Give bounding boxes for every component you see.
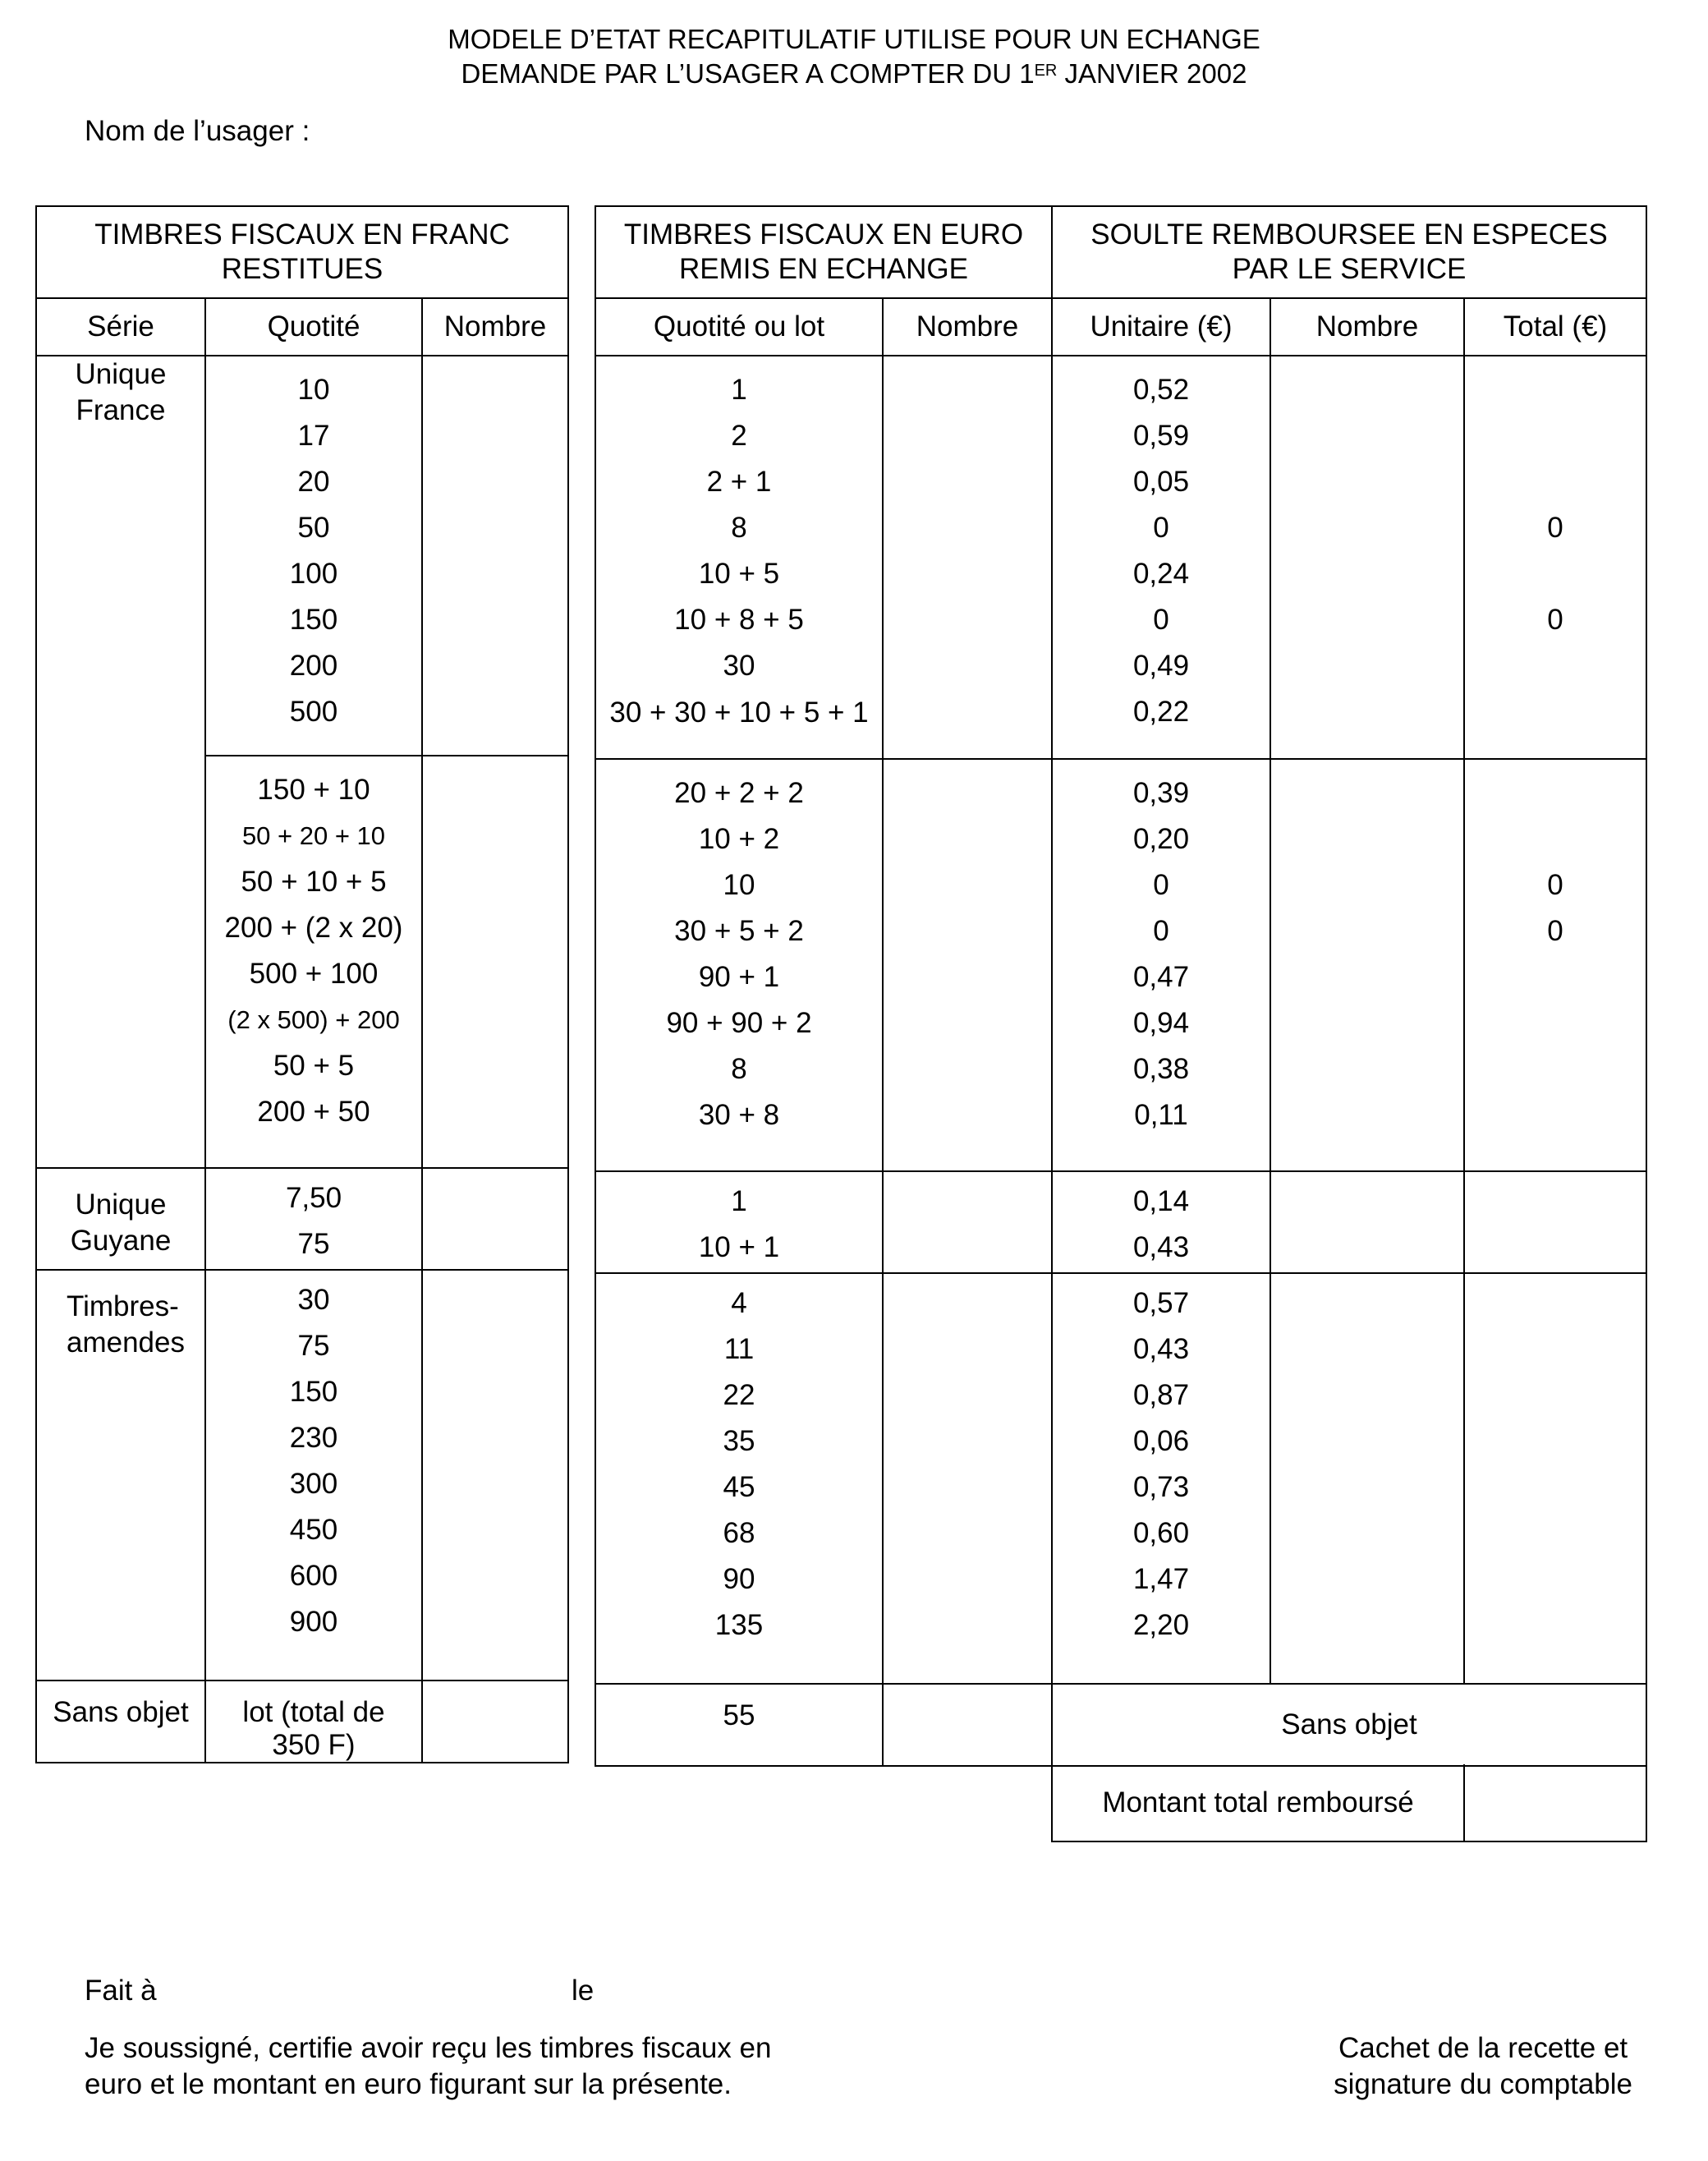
soulte-group-header: SOULTE REMBOURSEE EN ESPECES PAR LE SERVICE <box>1052 206 1646 298</box>
total-value <box>1465 459 1646 505</box>
quotite-cell-block0 <box>205 356 422 756</box>
unitaire-value: 0,57 <box>1132 1287 1190 1319</box>
quotite-cell-block3 <box>205 1270 422 1681</box>
title-superscript: ER <box>1034 62 1058 80</box>
cachet-line1: Cachet de la recette et <box>1338 2032 1628 2064</box>
unitaire-value: 2,20 <box>1132 1609 1190 1641</box>
lot-value: 30 + 8 <box>698 1099 780 1131</box>
euro-stamps-table <box>595 205 1647 1767</box>
quotite-value: 230 <box>289 1422 338 1454</box>
unitaire-cell-block0 <box>1052 356 1270 759</box>
quotite-lot-total: lot (total de 350 F) <box>205 1681 422 1763</box>
quotite-value: 500 <box>289 696 338 728</box>
cachet-text <box>1334 2030 1632 2103</box>
lot-value: 90 <box>723 1563 755 1595</box>
quotite-value: 50 <box>297 512 330 544</box>
montant-total-label: Montant total remboursé <box>1052 1764 1464 1841</box>
quotite-cell-block1 <box>205 756 422 1168</box>
quotite-value: 900 <box>289 1606 338 1638</box>
unitaire-value: 0,39 <box>1132 777 1190 809</box>
unitaire-cell-block1 <box>1052 759 1270 1171</box>
unitaire-value: 1,47 <box>1132 1563 1190 1595</box>
quotite-value: 50 + 5 <box>273 1050 355 1082</box>
unitaire-value: 0,22 <box>1132 696 1190 728</box>
quotite-value: 450 <box>289 1514 338 1546</box>
nombre-soulte-block1 <box>1270 759 1464 1171</box>
quotite-value: 600 <box>289 1560 338 1592</box>
col-header-serie: Série <box>36 298 205 356</box>
quotite-value: 500 + 100 <box>249 958 379 990</box>
total-value <box>1465 1000 1646 1046</box>
quotite-value: 50 + 10 + 5 <box>241 866 387 898</box>
total-value <box>1465 643 1646 689</box>
quotite-value: 30 <box>297 1284 330 1316</box>
lot-value: 4 <box>731 1287 747 1319</box>
unitaire-cell-block2 <box>1052 1171 1270 1273</box>
quotite-value: 300 <box>289 1468 338 1500</box>
unitaire-value: 0,59 <box>1132 420 1190 452</box>
fait-a-label: Fait à <box>85 1975 157 2007</box>
lot-value: 10 + 1 <box>698 1231 780 1263</box>
col-header-nombre-euro: Nombre <box>883 298 1052 356</box>
quotite-value: 200 <box>289 650 338 682</box>
unitaire-value: 0,38 <box>1132 1053 1190 1085</box>
total-value <box>1465 1179 1646 1225</box>
unitaire-value: 0,87 <box>1132 1379 1190 1411</box>
nombre-euro-block1 <box>883 759 1052 1171</box>
unitaire-value: 0,60 <box>1132 1517 1190 1549</box>
title-line2-tail: JANVIER 2002 <box>1057 58 1247 89</box>
lot-cell-block2 <box>595 1171 883 1273</box>
quotite-value: 10 <box>297 374 330 406</box>
cachet-line2: signature du comptable <box>1334 2068 1632 2100</box>
nombre-cell-block0 <box>422 356 568 756</box>
document-title-line1: MODELE D’ETAT RECAPITULATIF UTILISE POUR UN ECHANGE <box>448 24 1260 54</box>
lot-value: 45 <box>723 1471 755 1503</box>
total-value <box>1465 1092 1646 1138</box>
total-cell-block1 <box>1464 759 1646 1171</box>
nombre-euro-block3 <box>883 1273 1052 1684</box>
col-header-total: Total (€) <box>1464 298 1646 356</box>
unitaire-value: 0,05 <box>1132 466 1190 498</box>
col-header-unitaire: Unitaire (€) <box>1052 298 1270 356</box>
unitaire-value: 0,94 <box>1132 1007 1190 1039</box>
montant-total-value <box>1464 1764 1646 1841</box>
unitaire-value: 0,11 <box>1134 1099 1188 1131</box>
lot-value: 8 <box>731 1053 747 1085</box>
lot-value: 1 <box>731 374 747 406</box>
serie-unique-france <box>36 356 205 1168</box>
lot-value: 8 <box>731 512 747 544</box>
nombre-cell-block3 <box>422 1270 568 1681</box>
serie-timbres-amendes <box>36 1270 205 1681</box>
nombre-soulte-block0 <box>1270 356 1464 759</box>
quotite-value: 100 <box>289 558 338 590</box>
certification-line2: euro et le montant en euro figurant sur la présente. <box>85 2068 732 2100</box>
serie-sans-objet: Sans objet <box>36 1681 205 1763</box>
nombre-cell-block2 <box>422 1168 568 1270</box>
lot-value: 10 <box>723 869 755 901</box>
franc-group-header: TIMBRES FISCAUX EN FRANC RESTITUES <box>36 206 568 298</box>
lot-value: 135 <box>714 1609 764 1641</box>
unitaire-value: 0 <box>1153 915 1169 947</box>
document-title-line2 <box>0 57 1708 90</box>
lot-value: 22 <box>723 1379 755 1411</box>
serie-unique-guyane <box>36 1168 205 1270</box>
quotite-value: 75 <box>297 1330 330 1362</box>
quotite-value: 75 <box>297 1228 330 1260</box>
quotite-cell-block2 <box>205 1168 422 1270</box>
quotite-value: (2 x 500) + 200 <box>227 1005 400 1034</box>
serie-label: Unique France <box>75 358 167 426</box>
col-header-nombre: Nombre <box>422 298 568 356</box>
total-cell-block0 <box>1464 356 1646 759</box>
unitaire-value: 0,43 <box>1132 1333 1190 1365</box>
total-value <box>1465 1225 1646 1271</box>
nombre-soulte-block2 <box>1270 1171 1464 1273</box>
soulte-sans-objet: Sans objet <box>1052 1684 1646 1766</box>
total-value <box>1465 1326 1646 1372</box>
total-value <box>1465 1510 1646 1556</box>
unitaire-value: 0,52 <box>1132 374 1190 406</box>
lot-value: 90 + 1 <box>698 961 780 993</box>
total-value <box>1465 367 1646 413</box>
quotite-value: 20 <box>297 466 330 498</box>
quotite-value: 50 + 20 + 10 <box>241 821 386 850</box>
col-header-nombre-soulte: Nombre <box>1270 298 1464 356</box>
le-label: le <box>572 1975 595 2007</box>
lot-value: 20 + 2 + 2 <box>674 777 804 809</box>
quotite-value: 150 + 10 <box>257 774 370 806</box>
nombre-cell-block1 <box>422 756 568 1168</box>
euro-group-header: TIMBRES FISCAUX EN EURO REMIS EN ECHANGE <box>595 206 1052 298</box>
unitaire-value: 0,47 <box>1132 961 1190 993</box>
lot-cell-block4: 55 <box>595 1684 883 1766</box>
unitaire-value: 0,49 <box>1132 650 1190 682</box>
total-value <box>1465 1556 1646 1602</box>
lot-value: 10 + 8 + 5 <box>674 604 804 636</box>
unitaire-value: 0,20 <box>1132 823 1190 855</box>
lot-value: 68 <box>723 1517 755 1549</box>
quotite-value: 7,50 <box>285 1182 342 1214</box>
total-value <box>1465 1046 1646 1092</box>
col-header-quotite-lot: Quotité ou lot <box>595 298 883 356</box>
total-value <box>1465 770 1646 816</box>
lot-value: 10 + 2 <box>698 823 780 855</box>
unitaire-value: 0 <box>1153 869 1169 901</box>
user-name-label: Nom de l’usager : <box>85 115 310 147</box>
nombre-soulte-block3 <box>1270 1273 1464 1684</box>
serie-label: Unique Guyane <box>70 1189 172 1257</box>
total-value <box>1465 551 1646 597</box>
title-line2-text: DEMANDE PAR L’USAGER A COMPTER DU 1 <box>461 58 1035 89</box>
lot-cell-block0 <box>595 356 883 759</box>
unitaire-value: 0,24 <box>1132 558 1190 590</box>
franc-stamps-table <box>35 205 569 1763</box>
total-value: 0 <box>1547 604 1563 636</box>
lot-value: 35 <box>723 1425 755 1457</box>
unitaire-value: 0 <box>1153 604 1169 636</box>
certification-line1: Je soussigné, certifie avoir reçu les timbres fiscaux en <box>85 2032 772 2064</box>
unitaire-value: 0,73 <box>1132 1471 1190 1503</box>
lot-value: 2 + 1 <box>706 466 772 498</box>
nombre-euro-block2 <box>883 1171 1052 1273</box>
lot-value: 90 + 90 + 2 <box>666 1007 812 1039</box>
certification-text <box>85 2030 771 2103</box>
montant-total-table <box>1051 1764 1647 1842</box>
nombre-euro-block0 <box>883 356 1052 759</box>
quotite-value: 150 <box>289 604 338 636</box>
total-value <box>1465 1602 1646 1648</box>
lot-value: 30 + 30 + 10 + 5 + 1 <box>609 697 869 729</box>
nombre-euro-block4 <box>883 1684 1052 1766</box>
unitaire-value: 0 <box>1153 512 1169 544</box>
total-cell-block3 <box>1464 1273 1646 1684</box>
total-value <box>1465 1464 1646 1510</box>
total-value: 0 <box>1547 869 1563 901</box>
total-value: 0 <box>1547 915 1563 947</box>
total-value: 0 <box>1547 512 1563 544</box>
unitaire-value: 0,14 <box>1132 1185 1190 1217</box>
unitaire-value: 0,43 <box>1132 1231 1190 1263</box>
quotite-value: 17 <box>297 420 330 452</box>
total-value <box>1465 413 1646 459</box>
lot-cell-block3 <box>595 1273 883 1684</box>
total-value <box>1465 1372 1646 1418</box>
total-cell-block2 <box>1464 1171 1646 1273</box>
lot-value: 1 <box>731 1185 747 1217</box>
total-value <box>1465 689 1646 735</box>
quotite-value: 200 + (2 x 20) <box>224 912 403 944</box>
quotite-value: 200 + 50 <box>257 1096 370 1128</box>
total-value <box>1465 954 1646 1000</box>
total-value <box>1465 1418 1646 1464</box>
total-value <box>1465 1281 1646 1326</box>
col-header-quotite: Quotité <box>205 298 422 356</box>
lot-value: 30 <box>723 650 755 682</box>
serie-label: Timbres-amendes <box>67 1290 185 1359</box>
lot-value: 10 + 5 <box>698 558 780 590</box>
unitaire-value: 0,06 <box>1132 1425 1190 1457</box>
unitaire-cell-block3 <box>1052 1273 1270 1684</box>
lot-value: 11 <box>723 1333 755 1365</box>
lot-value: 2 <box>731 420 747 452</box>
lot-cell-block1 <box>595 759 883 1171</box>
nombre-cell-block4 <box>422 1681 568 1763</box>
quotite-value: 150 <box>289 1376 338 1408</box>
total-value <box>1465 816 1646 862</box>
lot-value: 30 + 5 + 2 <box>674 915 804 947</box>
